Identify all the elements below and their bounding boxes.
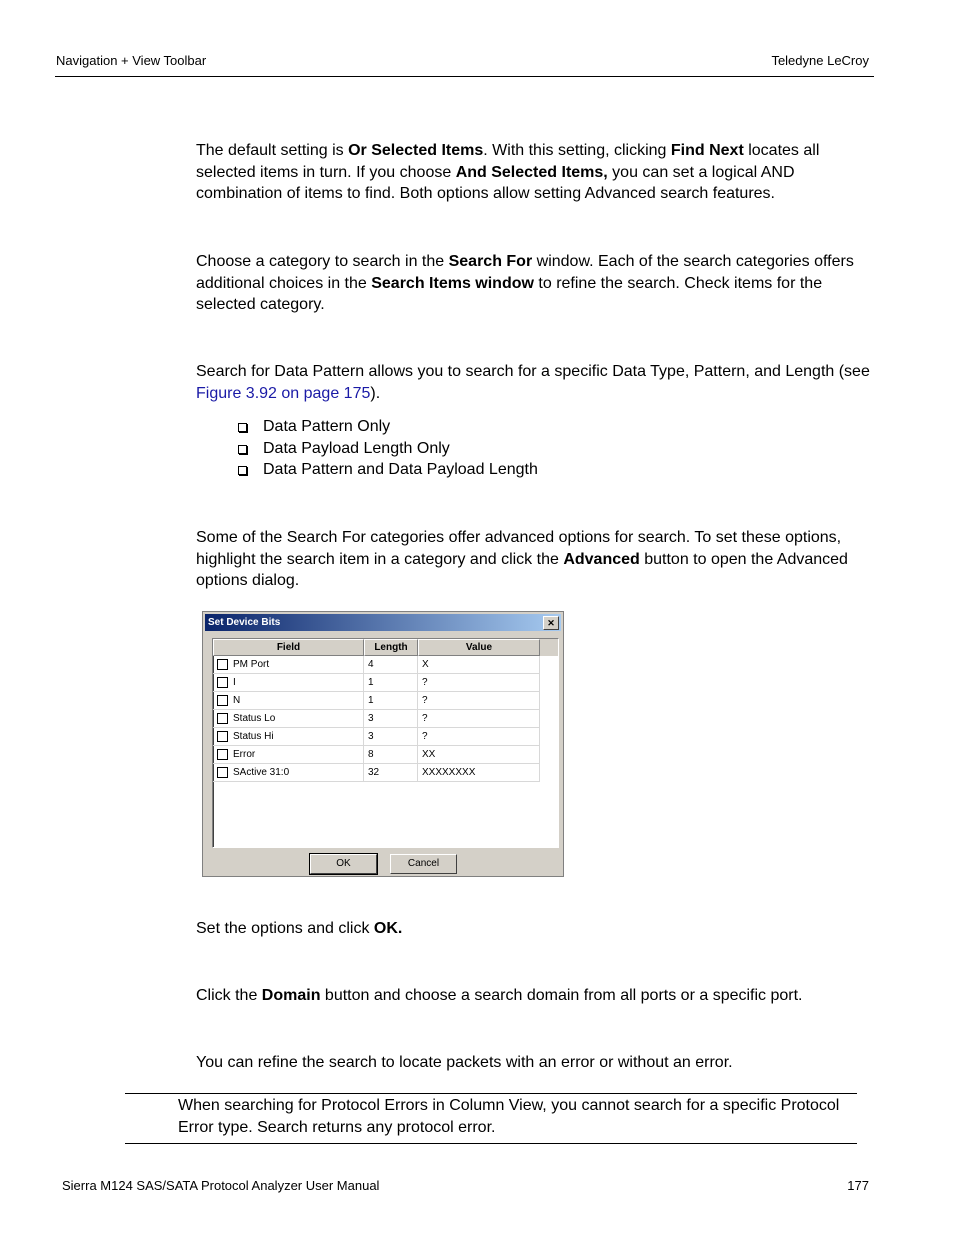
bullet-list (236, 416, 538, 481)
row-checkbox[interactable] (217, 659, 228, 670)
paragraph-advanced-options: Some of the Search For categories offer advanced options for search. To set these options, highlight the search item in a category and click the Advanced button to open the Advanced options dialog. (196, 529, 848, 589)
ok-button[interactable]: OK (310, 854, 377, 874)
paragraph-set-options: Set the options and click OK. (196, 920, 403, 937)
bullet-box-icon (238, 445, 247, 454)
table-row[interactable]: Status Lo 3 ? (213, 710, 558, 728)
header-title: Navigation + View Toolbar (56, 53, 207, 68)
close-icon[interactable]: ✕ (543, 616, 559, 630)
paragraph-default-setting: The default setting is Or Selected Items. With this setting, clicking Find Next locates all selected items in turn. If you choose And Selected Items, you can set a logical AND combination of items to find. Both options allow setting Advanced search features. (196, 142, 820, 202)
table-row[interactable]: N 1 ? (213, 692, 558, 710)
note-text: When searching for Protocol Errors in Column View, you cannot search for a specific Protocol Error type. Search returns any protocol error. (178, 1097, 840, 1136)
paragraph-errors: You can refine the search to locate packets with an error or without an error. (196, 1054, 733, 1071)
bullet-box-icon (238, 466, 247, 475)
paragraph-data-pattern: Search for Data Pattern allows you to search for a specific Data Type, Pattern, and Length (see Figure 3.92 on page 175). (196, 363, 870, 402)
bullet-box-icon (238, 423, 247, 432)
column-header-length[interactable]: Length (364, 639, 418, 656)
column-header-value[interactable]: Value (418, 639, 540, 656)
row-checkbox[interactable] (217, 713, 228, 724)
table-row[interactable]: Status Hi 3 ? (213, 728, 558, 746)
fields-grid (212, 638, 559, 848)
footer-title: Sierra M124 SAS/SATA Protocol Analyzer User Manual (62, 1178, 380, 1193)
row-checkbox[interactable] (217, 695, 228, 706)
dialog-title: Set Device Bits (208, 617, 281, 628)
figure-link[interactable]: Figure 3.92 on page 175 (196, 384, 371, 402)
header-brand: Teledyne LeCroy (771, 53, 869, 68)
table-row[interactable]: PM Port 4 X (213, 656, 558, 674)
row-checkbox[interactable] (217, 749, 228, 760)
row-checkbox[interactable] (217, 677, 228, 688)
grid-header (213, 639, 558, 656)
table-row[interactable]: Error 8 XX (213, 746, 558, 764)
list-item: Data Pattern Only (236, 416, 538, 438)
header-divider (55, 76, 874, 77)
cancel-button[interactable]: Cancel (390, 854, 457, 874)
table-row[interactable]: SActive 31:0 32 XXXXXXXX (213, 764, 558, 782)
paragraph-domain: Click the Domain button and choose a search domain from all ports or a specific port. (196, 987, 803, 1004)
row-checkbox[interactable] (217, 767, 228, 778)
note-top-divider (125, 1093, 857, 1094)
dialog-title-bar (205, 614, 561, 631)
list-item: Data Payload Length Only (236, 438, 538, 460)
paragraph-search-category: Choose a category to search in the Search For window. Each of the search categories offers additional choices in the Search Items window to refine the search. Check items for the selected category. (196, 253, 854, 313)
list-item: Data Pattern and Data Payload Length (236, 459, 538, 481)
row-checkbox[interactable] (217, 731, 228, 742)
page-number: 177 (847, 1178, 869, 1193)
table-row[interactable]: I 1 ? (213, 674, 558, 692)
note-bottom-divider (125, 1143, 857, 1144)
set-device-bits-dialog (202, 611, 564, 877)
column-header-field[interactable]: Field (213, 639, 364, 656)
